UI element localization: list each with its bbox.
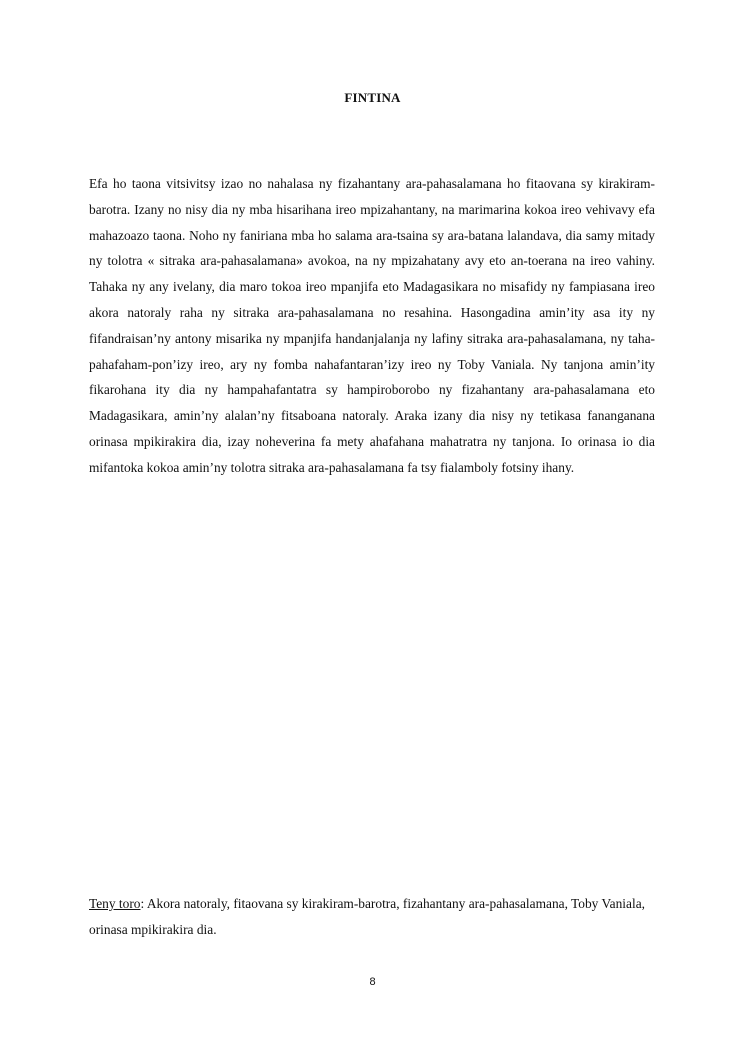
page-number: 8 [369,976,376,988]
abstract-paragraph: Efa ho taona vitsivitsy izao no nahalasa ny fizahantany ara-pahasalamana ho fitaovana sy kirakiram-barotra. Izany no nisy dia ny mba hisarihana ireo mpizahantany, na marimarina kokoa ireo vehivavy efa mahazoazo taona. Noho ny faniriana mba ho salama ara-tsaina sy ara-batana lalandava, dia samy mitady ny tolotra « sitraka ara-pahasalamana» avokoa, na ny mpizahatany avy eto an-toerana na ireo vahiny. Tahaka ny any ivelany, dia maro tokoa ireo mpanjifa eto Madagasikara no misafidy ny fampiasana ireo akora natoraly raha ny sitraka ara-pahasalamana no resahina. Hasongadina amin’ity asa ity ny fifandraisan’ny antony misarika ny mpanjifa handanjalanja ny lafiny sitraka ara-pahasalamana, ny taha-pahafaham-pon’izy ireo, ary ny fomba nahafantaran’izy ireo ny Toby Vaniala. Ny tanjona amin’ity fikarohana ity dia ny hampahafantatra sy hampiroborobo ny fizahantany ara-pahasalamana eto Madagasikara, amin’ny alalan’ny fitsaboana natoraly. Araka izany dia nisy ny tetikasa fananganana orinasa mpikirakira dia, izay noheverina fa mety ahafahana mahatratra ny tanjona. Io orinasa io dia mifantoka kokoa amin’ny tolotra sitraka ara-pahasalamana fa tsy fialamboly fotsiny ihany. [89,176,655,475]
keywords-section [89,891,655,943]
keywords-list: Akora natoraly, fitaovana sy kirakiram-barotra, fizahantany ara-pahasalamana, Toby Vaniala, orinasa mpikirakira dia. [89,896,645,937]
keywords-label: Teny toro [89,896,141,911]
keywords-separator: : [140,896,147,911]
page-title: FINTINA [344,90,401,105]
